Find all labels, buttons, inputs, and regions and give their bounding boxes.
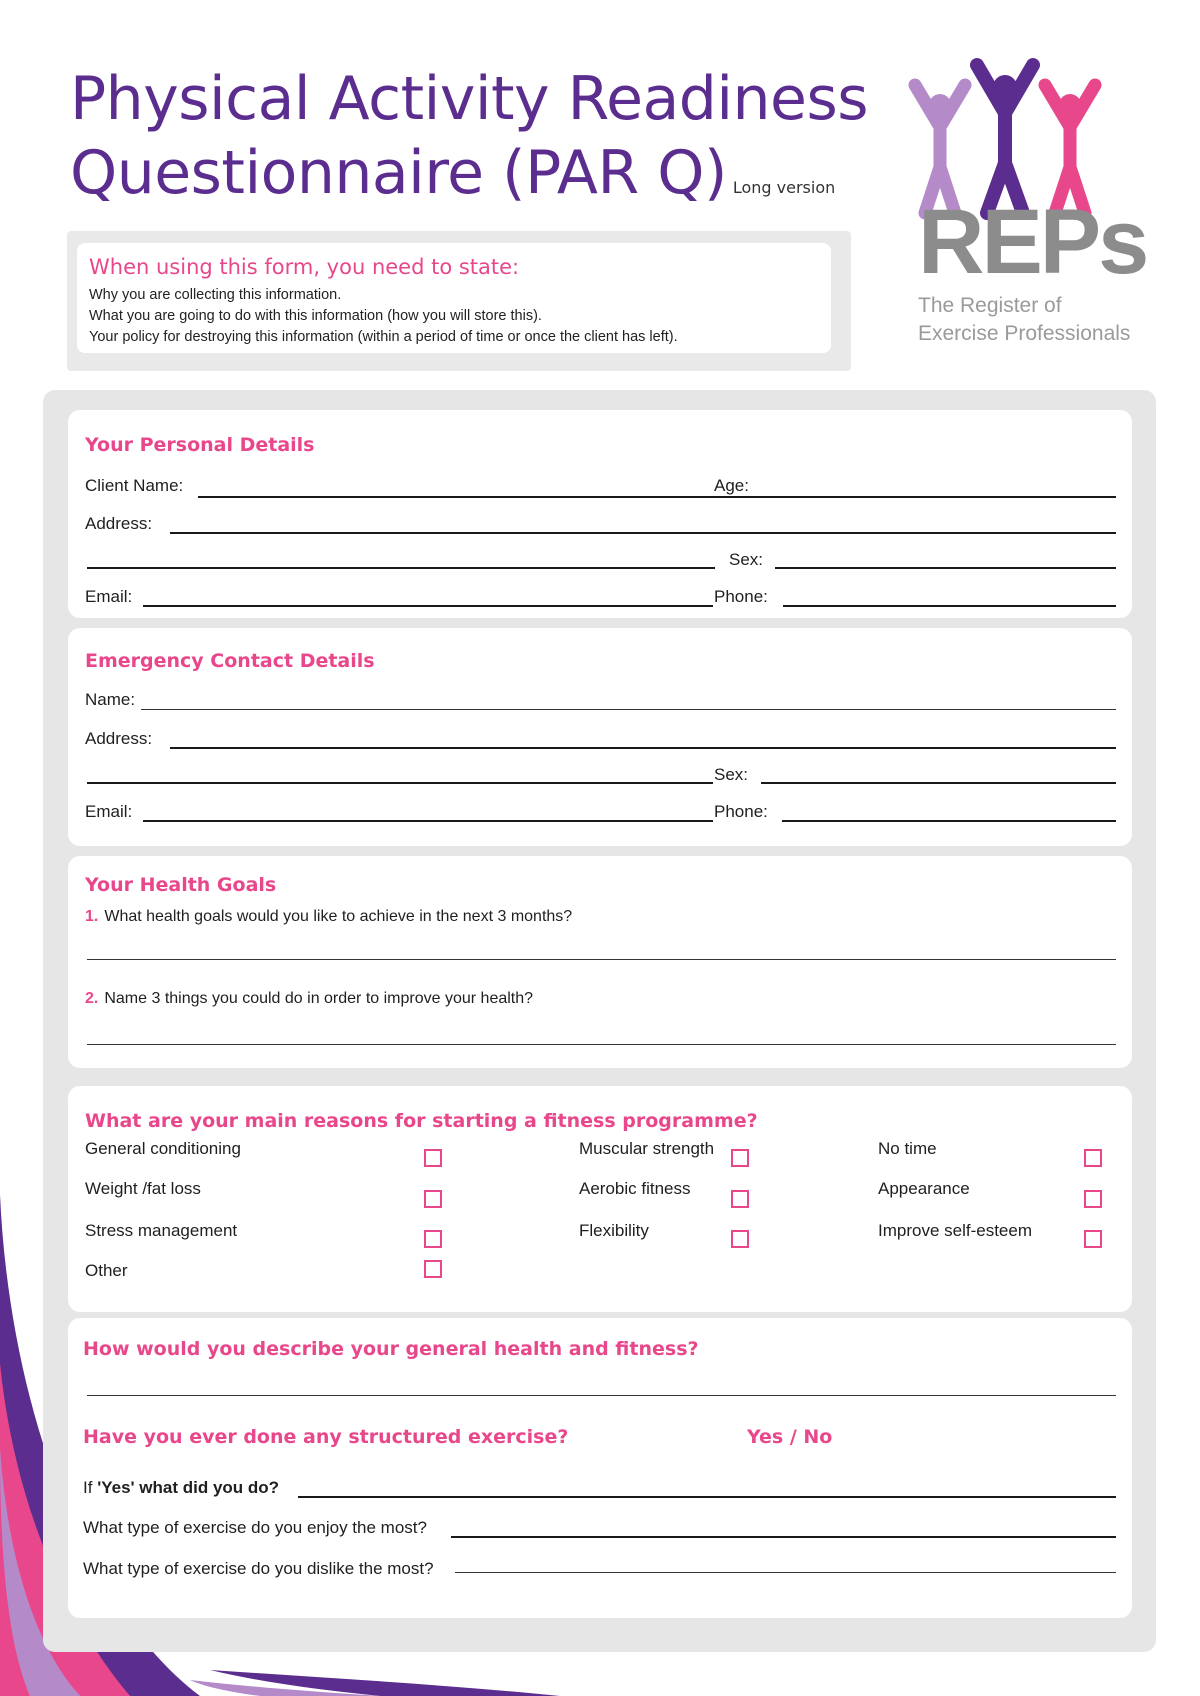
goal-answer-2-field[interactable]	[87, 1044, 1116, 1045]
emergency-address-field[interactable]	[170, 747, 1116, 749]
goal-question-2-text: Name 3 things you could do in order to improve your health?	[104, 990, 534, 1007]
personal-details-card	[68, 410, 1132, 618]
checkbox-stress-management[interactable]	[424, 1230, 442, 1248]
if-yes-field[interactable]	[298, 1496, 1116, 1498]
checkbox-flexibility[interactable]	[731, 1230, 749, 1248]
sex-label: Sex:	[729, 550, 764, 569]
emergency-email-label: Email:	[85, 802, 133, 821]
goal-question-2-number: 2.	[85, 990, 99, 1007]
option-muscular-strength: Muscular strength	[579, 1139, 715, 1158]
option-no-time: No time	[878, 1139, 937, 1158]
goal-question-2	[85, 990, 533, 1008]
age-field[interactable]	[756, 496, 1116, 498]
notice-heading: When using this form, you need to state:	[89, 255, 520, 279]
if-yes-label	[83, 1478, 279, 1498]
checkbox-aerobic-fitness[interactable]	[731, 1190, 749, 1208]
if-yes-prefix: If	[83, 1478, 93, 1497]
address-label: Address:	[85, 514, 153, 533]
page-title	[70, 62, 868, 225]
checkbox-no-time[interactable]	[1084, 1149, 1102, 1167]
emergency-contact-heading: Emergency Contact Details	[85, 650, 375, 672]
goal-answer-1-field[interactable]	[87, 959, 1116, 960]
option-other: Other	[85, 1261, 128, 1280]
reps-wordmark: REPs	[918, 191, 1147, 293]
reps-tagline-line-1: The Register of	[918, 294, 1062, 317]
emergency-phone-field[interactable]	[782, 820, 1116, 822]
notice-line-3: Your policy for destroying this information (within a period of time or once the client has left).	[89, 329, 678, 345]
phone-label: Phone:	[714, 587, 768, 606]
notice-line-1: Why you are collecting this information.	[89, 287, 342, 303]
sex-field[interactable]	[775, 567, 1116, 569]
general-health-field[interactable]	[87, 1395, 1116, 1396]
dislike-exercise-label: What type of exercise do you dislike the most?	[83, 1559, 434, 1578]
checkbox-other[interactable]	[424, 1260, 442, 1278]
option-appearance: Appearance	[878, 1179, 970, 1198]
fitness-history-card	[68, 1318, 1132, 1618]
enjoy-exercise-field[interactable]	[451, 1536, 1116, 1538]
title-line-2-text: Questionnaire (PAR Q)	[70, 138, 727, 208]
client-name-field[interactable]	[198, 496, 780, 498]
general-health-heading: How would you describe your general health and fitness?	[83, 1338, 699, 1360]
goal-question-1	[85, 908, 572, 926]
option-improve-self-esteem: Improve self-esteem	[878, 1221, 1032, 1240]
emergency-contact-card	[68, 628, 1132, 846]
emergency-phone-label: Phone:	[714, 802, 768, 821]
option-aerobic-fitness: Aerobic fitness	[579, 1179, 691, 1198]
email-label: Email:	[85, 587, 133, 606]
notice-inner	[77, 243, 831, 353]
checkbox-appearance[interactable]	[1084, 1190, 1102, 1208]
email-field[interactable]	[143, 605, 713, 607]
checkbox-improve-self-esteem[interactable]	[1084, 1230, 1102, 1248]
checkbox-muscular-strength[interactable]	[731, 1149, 749, 1167]
yes-no-choice[interactable]: Yes / No	[747, 1426, 833, 1448]
option-general-conditioning: General conditioning	[85, 1139, 241, 1158]
phone-field[interactable]	[783, 605, 1116, 607]
option-stress-management: Stress management	[85, 1221, 238, 1240]
enjoy-exercise-label: What type of exercise do you enjoy the most?	[83, 1518, 427, 1537]
notice-box	[67, 231, 851, 371]
emergency-email-field[interactable]	[143, 820, 713, 822]
goal-question-1-text: What health goals would you like to achieve in the next 3 months?	[104, 908, 573, 925]
notice-line-2: What you are going to do with this information (how you will store this).	[89, 308, 542, 324]
reasons-card	[68, 1086, 1132, 1312]
checkbox-general-conditioning[interactable]	[424, 1149, 442, 1167]
age-label: Age:	[714, 476, 749, 495]
health-goals-card	[68, 856, 1132, 1068]
if-yes-bold-text: 'Yes' what did you do?	[97, 1478, 280, 1497]
reasons-heading: What are your main reasons for starting a fitness programme?	[85, 1110, 758, 1132]
option-weight-fat-loss: Weight /fat loss	[85, 1179, 201, 1198]
structured-exercise-heading: Have you ever done any structured exercise?	[83, 1426, 569, 1448]
title-line-2	[70, 136, 868, 225]
emergency-name-label: Name:	[85, 690, 136, 709]
personal-details-heading: Your Personal Details	[85, 434, 315, 456]
health-goals-heading: Your Health Goals	[85, 874, 277, 896]
client-name-label: Client Name:	[85, 476, 184, 495]
reps-tagline	[918, 292, 1130, 348]
address-line-2-field[interactable]	[87, 567, 715, 569]
emergency-sex-field[interactable]	[761, 782, 1116, 784]
version-label: Long version	[732, 178, 836, 197]
checkbox-weight-fat-loss[interactable]	[424, 1190, 442, 1208]
address-field[interactable]	[170, 532, 1116, 534]
title-line-1: Physical Activity Readiness	[70, 64, 868, 134]
goal-question-1-number: 1.	[85, 908, 99, 925]
emergency-address-line-2-field[interactable]	[87, 782, 713, 784]
emergency-address-label: Address:	[85, 729, 153, 748]
option-flexibility: Flexibility	[579, 1221, 649, 1240]
emergency-name-field[interactable]	[141, 709, 1116, 710]
dislike-exercise-field[interactable]	[455, 1572, 1116, 1573]
emergency-sex-label: Sex:	[714, 765, 749, 784]
reps-tagline-line-2: Exercise Professionals	[918, 322, 1131, 345]
